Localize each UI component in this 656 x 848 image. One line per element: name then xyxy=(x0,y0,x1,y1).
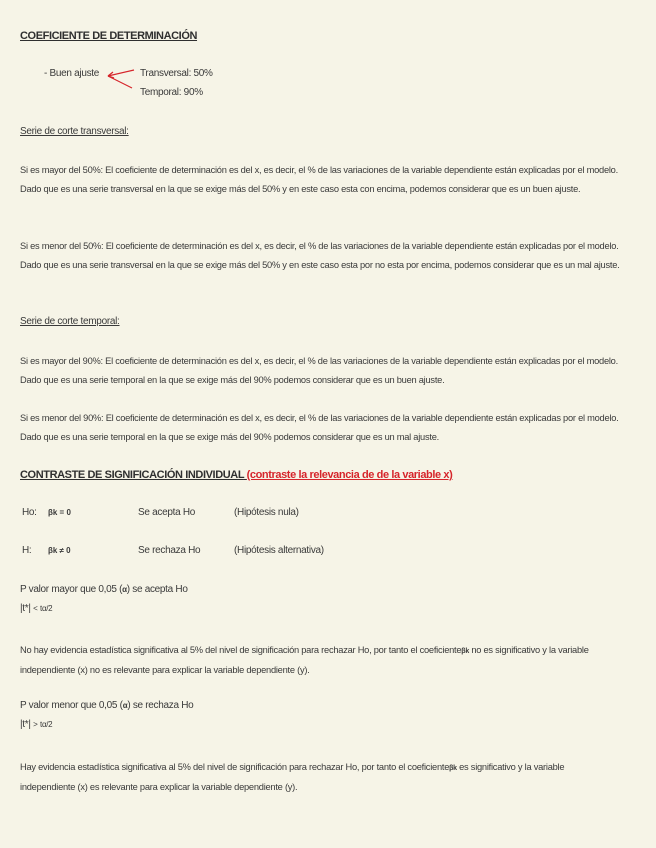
accept-rule-text-a: P valor mayor que 0,05 ( xyxy=(20,584,123,595)
h0-label: Ho: xyxy=(22,507,37,518)
greater-than-symbol: > xyxy=(33,720,38,729)
section-title-determination: COEFICIENTE DE DETERMINACIÓN xyxy=(20,30,198,42)
section-title-note: (contraste la relevancia de de la variable x) xyxy=(246,469,453,481)
alpha-symbol: α xyxy=(122,585,127,594)
h1-description: (Hipótesis alternativa) xyxy=(234,545,324,556)
reject-rule-text-b: ) se rechaza Ho xyxy=(127,700,194,711)
accept-rule-text-b: ) se acepta Ho xyxy=(126,584,188,595)
time-series-heading: Serie de corte temporal: xyxy=(20,316,120,327)
reject-rule-text-a: P valor menor que 0,05 ( xyxy=(20,700,123,711)
section-title-significance-text: CONTRASTE DE SIGNIFICACIÓN INDIVIDUAL xyxy=(20,469,244,481)
h0-description: (Hipótesis nula) xyxy=(234,507,299,518)
h0-action: Se acepta Ho xyxy=(138,507,195,518)
accept-conclusion-text-b: no es significativo y la variable independiente (x) no es relevante para explicar la variable dependiente (y). xyxy=(20,645,589,675)
accept-inequality xyxy=(20,603,52,614)
reject-inequality xyxy=(20,719,52,730)
time-series-above-paragraph: Si es mayor del 90%: El coeficiente de determinación es del x, es decir, el % de las variaciones de la variable dependiente están explicadas por el modelo. Dado que es una serie temporal en la que se exige más del 90% podemos considerar que es un buen ajuste. xyxy=(20,356,618,385)
branch-arrows-icon xyxy=(104,66,138,94)
time-series-below-paragraph: Si es menor del 90%: El coeficiente de determinación es del x, es decir, el % de las variaciones de la variable dependiente están explicadas por el modelo. Dado que es una serie temporal en la que se exige más del 90% podemos considerar que es un mal ajuste. xyxy=(20,413,619,442)
cross-section-threshold: Transversal: 50% xyxy=(140,68,213,79)
h1-label: H: xyxy=(22,545,32,556)
accept-conclusion-paragraph xyxy=(20,641,620,680)
cross-section-above-paragraph: Si es mayor del 50%: El coeficiente de determinación es del x, es decir, el % de las variaciones de la variable dependiente están explicadas por el modelo. Dado que es una serie transversal en la que se exige más del 50% y en este caso esta con encima, podemos considerar que es un buen ajuste. xyxy=(20,165,618,194)
reject-conclusion-text-a: Hay evidencia estadística significativa al 5% del nivel de significación para rechazar Ho, por tanto el coeficiente xyxy=(20,762,450,772)
accept-conclusion-text-a: No hay evidencia estadística significativa al 5% del nivel de significación para rechazar Ho, por tanto el coeficiente xyxy=(20,645,462,655)
beta-symbol: βk xyxy=(449,765,457,772)
alpha-symbol: α xyxy=(122,701,128,710)
h1-expression: βk ≠ 0 xyxy=(48,546,71,555)
less-than-symbol: < xyxy=(33,604,38,613)
t-critical: tα/2 xyxy=(40,604,53,613)
section-title-significance xyxy=(20,469,452,481)
reject-conclusion-text-b: es significativo y la variable independiente (x) es relevante para explicar la variable dependiente (y). xyxy=(20,762,565,792)
reject-rule-line xyxy=(20,700,193,711)
t-critical: tα/2 xyxy=(40,720,53,729)
fit-label: - Buen ajuste xyxy=(44,68,100,79)
h1-action: Se rechaza Ho xyxy=(138,545,201,556)
accept-rule-line xyxy=(20,584,188,595)
reject-conclusion-paragraph xyxy=(20,758,620,797)
temporal-threshold: Temporal: 90% xyxy=(140,87,203,98)
beta-symbol: βk xyxy=(461,648,469,655)
t-statistic: |t*| xyxy=(20,603,31,614)
cross-section-heading: Serie de corte transversal: xyxy=(20,126,129,137)
h0-expression: βk = 0 xyxy=(48,508,71,517)
cross-section-below-paragraph: Si es menor del 50%: El coeficiente de determinación es del x, es decir, el % de las variaciones de la variable dependiente están explicadas por el modelo. Dado que es una serie transversal en la que se exige más del 50% y en este caso esta por no esta por encima, podemos considerar que es un mal ajuste. xyxy=(20,241,620,270)
t-statistic: |t*| xyxy=(20,719,31,730)
